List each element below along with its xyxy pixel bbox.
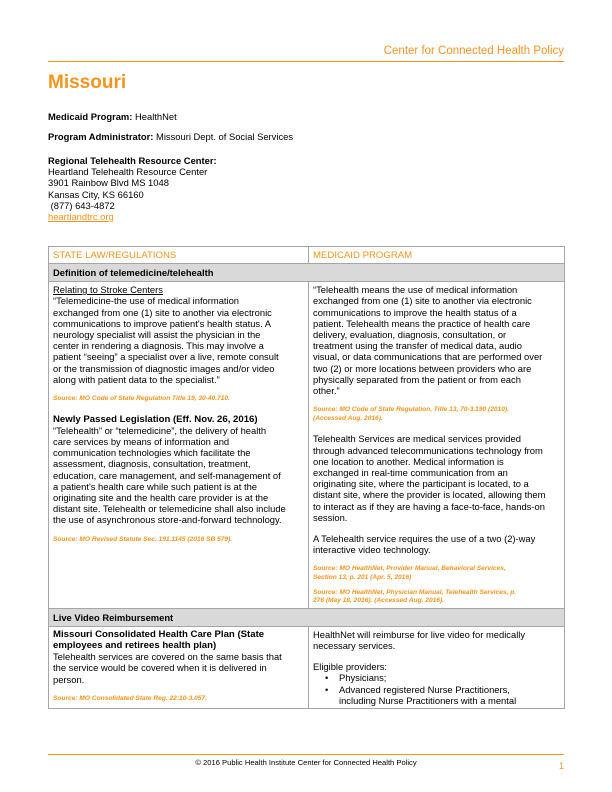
- source-citation: [313, 406, 560, 423]
- text-line: treatment using the transfer of medical data, audio: [313, 340, 522, 352]
- source-line: Source: MO HealthNet, Provider Manual, Behavioral Services,: [313, 565, 506, 573]
- text-line: exchanged in real-time communication from an: [313, 467, 508, 479]
- stroke-centers-text: [53, 295, 304, 385]
- list-item: [325, 672, 560, 683]
- list-item: [325, 684, 560, 706]
- program-admin-label: Program Administrator:: [48, 131, 154, 142]
- text-line: the service would be covered when it is delivered in: [53, 662, 267, 674]
- text-line: communications to improve patient's health status. A: [53, 317, 272, 329]
- source-line: Source: MO Code of State Regulation, Title 13, 70-3.190 (2010).: [313, 406, 509, 414]
- text-line: center in rendering a diagnosis. This may involve a: [53, 340, 264, 352]
- text-line: communication technologies which facilitate the: [53, 447, 251, 459]
- heading-line: Missouri Consolidated Health Care Plan (State: [53, 628, 265, 640]
- stroke-centers-heading: Relating to Stroke Centers: [53, 284, 163, 296]
- text-line: or the transmission of diagnostic images and/or video: [53, 362, 275, 374]
- definition-state-law-cell: [49, 282, 309, 609]
- text-line: two (2) or more locations between providers who are: [313, 362, 532, 374]
- mchcp-text: [53, 651, 304, 685]
- program-admin-value: Missouri Dept. of Social Services: [156, 131, 294, 142]
- medicaid-program-line: [48, 111, 548, 122]
- text-line: care services by means of information and: [53, 436, 230, 448]
- text-line: interactive video technology.: [313, 544, 431, 556]
- text-line: exchanged from one (1) site to another via electronic: [313, 295, 532, 307]
- text-line: along with patient data to the specialist.”: [53, 373, 220, 385]
- text-line: Telehealth services are covered on the same basis that: [53, 651, 282, 663]
- text-line: patient “seeing” a specialist over a live, remote consult: [53, 351, 279, 363]
- medicaid-program-value: HealthNet: [135, 111, 177, 122]
- header-org-name: Center for Connected Health Policy: [383, 45, 564, 57]
- text-line: person.: [53, 673, 85, 685]
- text-line: distant site, where the provider is located, allowing them: [313, 489, 546, 501]
- text-line: session.: [313, 511, 348, 523]
- section-header-definition: [49, 264, 565, 282]
- section-row-live-video: [49, 626, 565, 708]
- telehealth-services-text: [313, 433, 560, 523]
- text-line: exchanged from one (1) site to another via electronic: [53, 306, 272, 318]
- program-admin-line: [48, 131, 548, 142]
- text-line: “Telehealth” or “telemedicine”, the delivery of health: [53, 424, 267, 436]
- text-line: distant site. Telehealth or telemedicine shall also include: [53, 503, 286, 515]
- mchcp-heading: [53, 629, 304, 651]
- footer-copyright: © 2016 Public Health Institute Center for Connected Health Policy: [195, 758, 417, 767]
- rtrc-name: Heartland Telehealth Resource Center: [48, 166, 208, 178]
- section-row-definition: [49, 282, 565, 609]
- col-header-state-law: STATE LAW/REGULATIONS: [49, 247, 309, 264]
- footer-rule: [48, 754, 564, 755]
- eligible-providers-label: Eligible providers:: [313, 661, 387, 673]
- source-citation: Source: MO Revised Statute Sec. 191.1145 (2016 SB 579).: [53, 535, 233, 543]
- rtrc-address1: 3901 Rainbow Blvd MS 1048: [48, 177, 169, 189]
- text-line: Telehealth Services are medical services provided: [313, 433, 521, 445]
- new-legislation-text: [53, 425, 304, 526]
- rtrc-label: Regional Telehealth Resource Center:: [48, 155, 217, 166]
- two-way-video-text: [313, 533, 560, 555]
- section-title: Definition of telemedicine/telehealth: [49, 264, 565, 282]
- new-legislation-heading: Newly Passed Legislation (Eff. Nov. 26, 2016): [53, 413, 258, 425]
- source-citation: [313, 565, 560, 582]
- source-citation: [313, 589, 560, 606]
- text-line: through advanced telecommunications technology from: [313, 444, 543, 456]
- source-line: Source: MO HealthNet, Physician Manual, Telehealth Services, p.: [313, 588, 517, 596]
- policy-table: [48, 246, 565, 709]
- rtrc-block: [48, 155, 548, 222]
- col-header-medicaid: MEDICAID PROGRAM: [309, 247, 565, 264]
- rtrc-phone: (877) 643-4872: [48, 199, 115, 211]
- eligible-providers-list: [325, 672, 560, 706]
- rtrc-link[interactable]: heartlandtrc.org: [48, 211, 114, 223]
- medicaid-program-label: Medicaid Program:: [48, 111, 133, 122]
- source-line: Section 13, p. 201 (Apr. 5, 2016): [313, 574, 412, 582]
- text-line: the use of asynchronous store-and-forward technology.: [53, 514, 282, 526]
- live-video-medicaid-cell: [309, 626, 565, 708]
- section-title: Live Video Reimbursement: [49, 608, 565, 626]
- live-video-state-law-cell: [49, 626, 309, 708]
- rtrc-address2: Kansas City, KS 66160: [48, 188, 144, 200]
- text-line: visual, or data communications that are performed over: [313, 351, 543, 363]
- text-line: neurology specialist will assist the physician in the: [53, 329, 261, 341]
- text-line: • Physicians;: [339, 672, 387, 684]
- text-line: other.”: [313, 385, 340, 397]
- text-line: education, care management, and self-management of: [53, 469, 281, 481]
- text-line: patient. Telehealth means the practice of health care: [313, 317, 531, 329]
- state-title: Missouri: [48, 72, 127, 93]
- text-line: necessary services.: [313, 640, 396, 652]
- text-line: communications to improve the health status of a: [313, 306, 517, 318]
- telehealth-definition-text: [313, 284, 560, 396]
- text-line: physically separated from the patient or from each: [313, 373, 521, 385]
- source-citation: Source: MO Code of State Regulation Title 19, 30-40.710.: [53, 395, 230, 403]
- text-line: “Telehealth means the use of medical information: [313, 284, 518, 296]
- text-line: HealthNet will reimburse for live video for medically: [313, 628, 526, 640]
- text-line: “Telemedicine-the use of medical information: [53, 295, 240, 307]
- source-line: 276 (May 18, 2016). (Accessed Aug. 2016).: [313, 597, 444, 605]
- table-column-headers: [49, 247, 565, 264]
- source-line: (Accessed Aug. 2016).: [313, 414, 383, 422]
- text-line: a patient's health care while such patient is at the: [53, 480, 257, 492]
- text-line: delivery, evaluation, diagnosis, consultation, or: [313, 329, 507, 341]
- reimbursement-text: [313, 629, 560, 651]
- text-line: assessment, diagnosis, consultation, treatment,: [53, 458, 251, 470]
- section-header-live-video: [49, 608, 565, 626]
- page-number: 1: [558, 761, 564, 771]
- text-line: to interact as if they are having a face-to-face, hands-on: [313, 500, 545, 512]
- text-line: originating site and the health care provider is at the: [53, 492, 269, 504]
- text-line: one location to another. Medical information is: [313, 455, 504, 467]
- text-line: including Nurse Practitioners with a mental: [339, 694, 517, 706]
- text-line: • Advanced registered Nurse Practitioners,: [339, 683, 510, 695]
- text-line: originating site, where the participant is located, to a: [313, 478, 529, 490]
- definition-medicaid-cell: [309, 282, 565, 609]
- heading-line: employees and retirees health plan): [53, 640, 217, 652]
- text-line: A Telehealth service requires the use of a two (2)-way: [313, 533, 536, 545]
- header-rule: [48, 61, 564, 62]
- source-citation: Source: MO Consolidated State Reg. 22:10-3.057.: [53, 694, 207, 702]
